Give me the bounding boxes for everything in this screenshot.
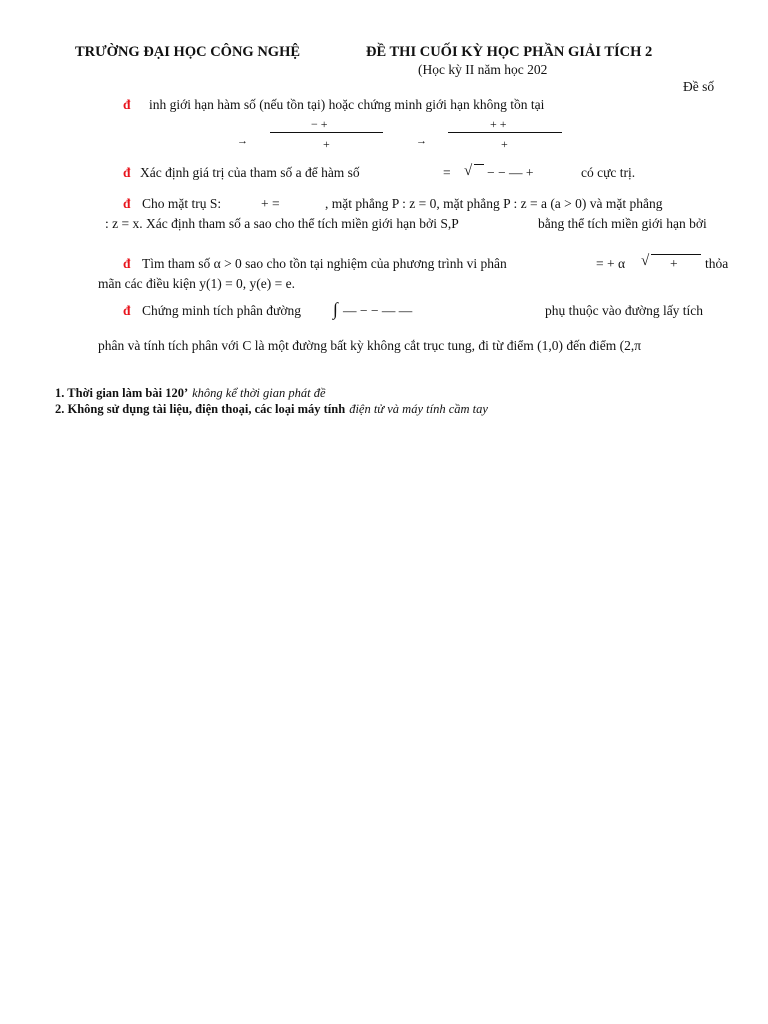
q2-formula-rest: − − — + [487, 165, 534, 180]
question-2-marker: đ [123, 165, 131, 180]
question-5-marker: đ [123, 303, 131, 318]
q2-suffix: có cực trị. [581, 165, 636, 180]
q5-formula: — − − — — [343, 303, 413, 318]
question-3-text-b: , mặt phẳng P : z = 0, mặt phẳng P : z = a (a > 0) và mặt phẳng [325, 196, 663, 211]
question-4-text-a: Tìm tham số α > 0 sao cho tồn tại nghiệm của phương trình vi phân [142, 256, 507, 271]
q4-formula-inside: + [670, 256, 678, 271]
q1-arrow-1: → [237, 135, 248, 147]
q1-fraction1-bar [270, 132, 383, 133]
q3-cylinder-formula: + = [261, 196, 280, 211]
question-3-text-a: Cho mặt trụ S: [142, 196, 222, 211]
q1-fraction2-bar [448, 132, 562, 133]
question-4-text-b: thỏa [705, 256, 729, 271]
question-3-line-2-end: bằng thể tích miền giới hạn bởi [538, 216, 707, 231]
exam-number: Đề số [683, 79, 715, 94]
question-2-text: Xác định giá trị của tham số a để hàm số [140, 165, 360, 180]
question-3-line-2: : z = x. Xác định tham số a sao cho thể tích miền giới hạn bởi S,P [105, 216, 459, 231]
question-1-text: inh giới hạn hàm số (nếu tồn tại) hoặc chứng minh giới hạn không tồn tại [149, 97, 545, 112]
note-2-bold: 2. Không sử dụng tài liệu, điện thoại, các loại máy tính [55, 402, 346, 416]
semester-line: (Học kỳ II năm học 202 [418, 62, 548, 77]
question-5-line-2: phân và tính tích phân với C là một đường bất kỳ không cắt trục tung, đi từ điểm (1,0) đến điểm (2,π [98, 338, 642, 353]
q5-integral-sign: ∫ [333, 299, 338, 319]
q4-sqrt-bar [651, 254, 701, 255]
q1-fraction2-numerator: + + [490, 117, 507, 131]
question-5-text-a: Chứng minh tích phân đường [142, 303, 302, 318]
q1-fraction1-denominator: + [323, 137, 330, 151]
question-3-marker: đ [123, 196, 131, 211]
q2-sqrt-bar [474, 164, 484, 165]
q2-sqrt-sign: √ [464, 163, 473, 179]
q2-formula-equals: = [443, 165, 451, 180]
note-1-bold: 1. Thời gian làm bài 120’ [55, 386, 189, 400]
exam-title: ĐỀ THI CUỐI KỲ HỌC PHẦN GIẢI TÍCH 2 [366, 44, 653, 60]
q4-sqrt-sign: √ [641, 253, 650, 269]
note-2 [55, 400, 488, 418]
q1-fraction2-denominator: + [501, 137, 508, 151]
q4-formula: = + α [596, 256, 626, 271]
q1-arrow-2: → [416, 135, 427, 147]
school-name: TRƯỜNG ĐẠI HỌC CÔNG NGHỆ [75, 44, 301, 60]
question-4-line-2: mãn các điều kiện y(1) = 0, y(e) = e. [98, 276, 296, 291]
note-1-italic: không kể thời gian phát đề [192, 386, 326, 400]
question-1-marker: đ [123, 97, 131, 112]
q1-fraction1-numerator: − + [311, 117, 328, 131]
question-5-text-b: phụ thuộc vào đường lấy tích [545, 303, 704, 318]
question-4-marker: đ [123, 256, 131, 271]
note-2-italic: điện tử và máy tính cầm tay [349, 402, 488, 416]
